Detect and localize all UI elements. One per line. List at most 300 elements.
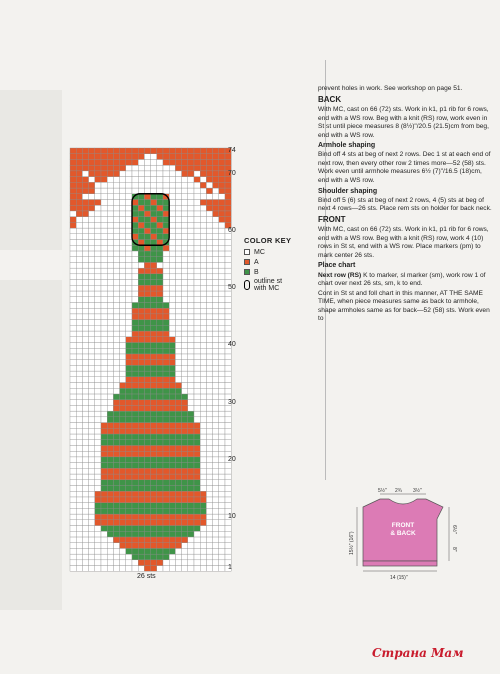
chart-cell	[206, 463, 212, 469]
chart-cell	[107, 360, 113, 366]
chart-cell	[132, 211, 138, 217]
chart-cell	[89, 348, 95, 354]
chart-cell	[206, 411, 212, 417]
chart-cell	[144, 337, 150, 343]
chart-cell	[151, 428, 157, 434]
chart-cell	[188, 485, 194, 491]
chart-cell	[151, 537, 157, 543]
chart-cell	[157, 411, 163, 417]
chart-cell	[144, 480, 150, 486]
chart-cell	[206, 342, 212, 348]
chart-cell	[120, 383, 126, 389]
chart-cell	[132, 348, 138, 354]
chart-cell	[169, 411, 175, 417]
chart-cell	[194, 291, 200, 297]
chart-cell	[144, 245, 150, 251]
chart-cell	[70, 520, 76, 526]
chart-cell	[132, 468, 138, 474]
chart-grid	[70, 148, 245, 573]
chart-cell	[132, 445, 138, 451]
chart-cell	[101, 445, 107, 451]
chart-cell	[132, 325, 138, 331]
chart-cell	[144, 445, 150, 451]
chart-cell	[225, 262, 231, 268]
chart-cell	[163, 159, 169, 165]
chart-cell	[194, 463, 200, 469]
chart-cell	[151, 331, 157, 337]
chart-cell	[206, 274, 212, 280]
chart-cell	[95, 274, 101, 280]
chart-cell	[157, 165, 163, 171]
chart-cell	[82, 497, 88, 503]
chart-cell	[225, 240, 231, 246]
chart-cell	[213, 497, 219, 503]
chart-cell	[188, 188, 194, 194]
chart-cell	[188, 520, 194, 526]
pattern-instructions	[318, 85, 494, 325]
chart-cell	[169, 240, 175, 246]
chart-cell	[157, 485, 163, 491]
chart-cell	[175, 331, 181, 337]
chart-cell	[144, 388, 150, 394]
chart-cell	[107, 314, 113, 320]
chart-cell	[219, 308, 225, 314]
chart-cell	[113, 262, 119, 268]
chart-cell	[76, 199, 82, 205]
chart-cell	[163, 348, 169, 354]
chart-cell	[213, 159, 219, 165]
chart-cell	[89, 199, 95, 205]
chart-cell	[182, 165, 188, 171]
chart-cell	[101, 314, 107, 320]
chart-cell	[219, 154, 225, 160]
chart-cell	[132, 171, 138, 177]
chart-cell	[206, 377, 212, 383]
chart-cell	[188, 514, 194, 520]
chart-cell	[132, 159, 138, 165]
chart-cell	[188, 177, 194, 183]
chart-cell	[225, 308, 231, 314]
chart-cell	[144, 468, 150, 474]
chart-cell	[101, 360, 107, 366]
chart-cell	[157, 154, 163, 160]
chart-cell	[113, 360, 119, 366]
chart-cell	[188, 331, 194, 337]
chart-cell	[120, 205, 126, 211]
chart-cell	[188, 199, 194, 205]
chart-cell	[70, 497, 76, 503]
chart-cell	[182, 360, 188, 366]
chart-cell	[76, 434, 82, 440]
chart-cell	[200, 154, 206, 160]
chart-cell	[182, 514, 188, 520]
chart-cell	[113, 537, 119, 543]
chart-cell	[157, 497, 163, 503]
chart-cell	[113, 411, 119, 417]
b-label: B	[254, 268, 259, 276]
chart-cell	[175, 222, 181, 228]
chart-cell	[107, 354, 113, 360]
chart-cell	[213, 491, 219, 497]
chart-cell	[163, 566, 169, 572]
chart-cell	[206, 445, 212, 451]
chart-cell	[95, 245, 101, 251]
chart-cell	[126, 337, 132, 343]
chart-cell	[219, 537, 225, 543]
chart-cell	[175, 268, 181, 274]
chart-cell	[107, 182, 113, 188]
chart-cell	[82, 526, 88, 532]
chart-cell	[144, 457, 150, 463]
chart-cell	[138, 537, 144, 543]
chart-cell	[132, 508, 138, 514]
chart-cell	[138, 480, 144, 486]
dim-shoulder: 5½"	[378, 488, 387, 494]
chart-cell	[219, 331, 225, 337]
chart-cell	[225, 491, 231, 497]
chart-cell	[151, 211, 157, 217]
chart-cell	[194, 245, 200, 251]
chart-cell	[182, 560, 188, 566]
chart-cell	[126, 463, 132, 469]
chart-cell	[126, 285, 132, 291]
chart-cell	[175, 297, 181, 303]
chart-cell	[101, 274, 107, 280]
chart-cell	[200, 262, 206, 268]
chart-cell	[194, 240, 200, 246]
chart-cell	[225, 423, 231, 429]
chart-cell	[163, 423, 169, 429]
chart-cell	[76, 537, 82, 543]
chart-cell	[194, 434, 200, 440]
chart-cell	[76, 268, 82, 274]
chart-cell	[95, 177, 101, 183]
chart-cell	[163, 325, 169, 331]
chart-cell	[95, 405, 101, 411]
chart-cell	[138, 217, 144, 223]
chart-cell	[120, 199, 126, 205]
chart-cell	[89, 320, 95, 326]
chart-cell	[132, 560, 138, 566]
chart-cell	[76, 440, 82, 446]
chart-cell	[213, 383, 219, 389]
chart-cell	[70, 365, 76, 371]
chart-cell	[120, 148, 126, 154]
chart-cell	[225, 268, 231, 274]
chart-cell	[107, 194, 113, 200]
chart-cell	[82, 297, 88, 303]
chart-cell	[89, 514, 95, 520]
chart-cell	[200, 394, 206, 400]
chart-cell	[113, 480, 119, 486]
chart-cell	[82, 234, 88, 240]
chart-cell	[138, 514, 144, 520]
chart-cell	[107, 245, 113, 251]
chart-cell	[144, 314, 150, 320]
dim-width: 14 (15)"	[390, 575, 408, 581]
chart-cell	[157, 400, 163, 406]
chart-cell	[200, 480, 206, 486]
chart-cell	[138, 291, 144, 297]
chart-cell	[175, 388, 181, 394]
chart-cell	[70, 548, 76, 554]
chart-cell	[151, 222, 157, 228]
chart-cell	[144, 268, 150, 274]
chart-cell	[138, 428, 144, 434]
chart-cell	[138, 302, 144, 308]
chart-cell	[194, 423, 200, 429]
chart-cell	[138, 148, 144, 154]
chart-cell	[200, 474, 206, 480]
chart-cell	[76, 377, 82, 383]
chart-cell	[126, 474, 132, 480]
chart-cell	[89, 463, 95, 469]
chart-cell	[70, 474, 76, 480]
mc-label: MC	[254, 248, 265, 256]
chart-cell	[182, 554, 188, 560]
chart-cell	[89, 360, 95, 366]
chart-cell	[151, 148, 157, 154]
chart-cell	[169, 251, 175, 257]
chart-cell	[120, 314, 126, 320]
chart-cell	[120, 405, 126, 411]
chart-row-label: 1	[228, 564, 232, 572]
chart-cell	[132, 548, 138, 554]
chart-cell	[138, 365, 144, 371]
chart-cell	[225, 388, 231, 394]
chart-cell	[175, 445, 181, 451]
chart-cell	[132, 280, 138, 286]
chart-cell	[70, 526, 76, 532]
chart-cell	[76, 508, 82, 514]
chart-cell	[188, 245, 194, 251]
chart-cell	[144, 177, 150, 183]
chart-cell	[101, 240, 107, 246]
chart-cell	[200, 302, 206, 308]
chart-cell	[200, 325, 206, 331]
chart-cell	[70, 405, 76, 411]
chart-cell	[219, 245, 225, 251]
chart-cell	[120, 159, 126, 165]
chart-cell	[175, 199, 181, 205]
chart-cell	[101, 554, 107, 560]
chart-cell	[89, 451, 95, 457]
color-key-item-a	[244, 257, 291, 267]
chart-cell	[163, 365, 169, 371]
chart-cell	[76, 354, 82, 360]
chart-cell	[163, 554, 169, 560]
chart-cell	[182, 388, 188, 394]
chart-cell	[76, 205, 82, 211]
chart-cell	[89, 280, 95, 286]
chart-cell	[213, 165, 219, 171]
chart-cell	[182, 194, 188, 200]
chart-cell	[126, 548, 132, 554]
chart-cell	[194, 297, 200, 303]
chart-cell	[157, 371, 163, 377]
chart-cell	[138, 199, 144, 205]
chart-cell	[101, 228, 107, 234]
chart-cell	[188, 257, 194, 263]
chart-cell	[113, 331, 119, 337]
chart-cell	[219, 371, 225, 377]
chart-cell	[182, 497, 188, 503]
chart-cell	[107, 337, 113, 343]
chart-cell	[76, 566, 82, 572]
chart-cell	[175, 251, 181, 257]
chart-cell	[219, 297, 225, 303]
chart-cell	[107, 268, 113, 274]
chart-cell	[70, 554, 76, 560]
chart-cell	[89, 171, 95, 177]
chart-cell	[101, 383, 107, 389]
chart-cell	[113, 302, 119, 308]
chart-cell	[144, 394, 150, 400]
chart-cell	[163, 411, 169, 417]
chart-cell	[126, 434, 132, 440]
chart-cell	[82, 211, 88, 217]
chart-cell	[76, 388, 82, 394]
chart-cell	[101, 342, 107, 348]
chart-cell	[107, 445, 113, 451]
chart-cell	[82, 440, 88, 446]
chart-cell	[101, 394, 107, 400]
chart-cell	[89, 325, 95, 331]
chart-cell	[107, 428, 113, 434]
chart-cell	[70, 171, 76, 177]
chart-cell	[182, 177, 188, 183]
chart-cell	[70, 291, 76, 297]
chart-cell	[82, 514, 88, 520]
chart-cell	[213, 280, 219, 286]
chart-cell	[70, 463, 76, 469]
chart-cell	[169, 377, 175, 383]
chart-cell	[206, 405, 212, 411]
chart-cell	[95, 234, 101, 240]
chart-cell	[138, 497, 144, 503]
chart-cell	[101, 451, 107, 457]
chart-cell	[101, 165, 107, 171]
chart-cell	[113, 182, 119, 188]
chart-cell	[132, 474, 138, 480]
chart-cell	[113, 434, 119, 440]
chart-cell	[101, 177, 107, 183]
chart-cell	[169, 257, 175, 263]
chart-cell	[82, 228, 88, 234]
chart-cell	[126, 394, 132, 400]
chart-cell	[169, 434, 175, 440]
chart-cell	[70, 514, 76, 520]
chart-cell	[120, 537, 126, 543]
chart-cell	[151, 245, 157, 251]
chart-cell	[120, 325, 126, 331]
chart-cell	[182, 503, 188, 509]
chart-cell	[157, 377, 163, 383]
chart-cell	[188, 240, 194, 246]
chart-cell	[120, 240, 126, 246]
chart-cell	[206, 560, 212, 566]
chart-cell	[144, 302, 150, 308]
chart-cell	[151, 468, 157, 474]
chart-cell	[182, 314, 188, 320]
chart-cell	[107, 371, 113, 377]
back-heading: BACK	[318, 94, 342, 104]
chart-cell	[225, 377, 231, 383]
chart-cell	[200, 405, 206, 411]
chart-cell	[113, 560, 119, 566]
chart-cell	[95, 371, 101, 377]
chart-cell	[188, 526, 194, 532]
chart-cell	[219, 262, 225, 268]
chart-cell	[89, 342, 95, 348]
chart-cell	[144, 371, 150, 377]
chart-cell	[132, 360, 138, 366]
chart-cell	[163, 514, 169, 520]
chart-cell	[107, 228, 113, 234]
chart-cell	[107, 297, 113, 303]
chart-cell	[213, 514, 219, 520]
chart-cell	[132, 463, 138, 469]
chart-cell	[163, 222, 169, 228]
chart-cell	[169, 440, 175, 446]
chart-cell	[206, 554, 212, 560]
chart-cell	[113, 205, 119, 211]
chart-cell	[151, 457, 157, 463]
chart-cell	[82, 400, 88, 406]
chart-cell	[206, 434, 212, 440]
chart-cell	[113, 211, 119, 217]
chart-cell	[188, 383, 194, 389]
chart-cell	[101, 188, 107, 194]
chart-row-label: 30	[228, 398, 236, 406]
chart-cell	[107, 497, 113, 503]
chart-cell	[219, 302, 225, 308]
chart-cell	[163, 405, 169, 411]
chart-cell	[101, 485, 107, 491]
chart-cell	[144, 348, 150, 354]
chart-cell	[182, 491, 188, 497]
chart-cell	[82, 543, 88, 549]
chart-cell	[138, 257, 144, 263]
chart-cell	[219, 405, 225, 411]
chart-cell	[132, 297, 138, 303]
chart-cell	[132, 388, 138, 394]
chart-cell	[188, 417, 194, 423]
chart-cell	[169, 177, 175, 183]
chart-cell	[82, 285, 88, 291]
chart-cell	[82, 520, 88, 526]
chart-cell	[200, 228, 206, 234]
chart-cell	[182, 205, 188, 211]
chart-cell	[188, 159, 194, 165]
chart-cell	[126, 325, 132, 331]
chart-cell	[89, 245, 95, 251]
chart-cell	[169, 360, 175, 366]
chart-cell	[182, 171, 188, 177]
chart-cell	[182, 463, 188, 469]
chart-cell	[95, 308, 101, 314]
chart-cell	[175, 245, 181, 251]
chart-cell	[132, 268, 138, 274]
chart-cell	[213, 377, 219, 383]
chart-cell	[144, 285, 150, 291]
chart-cell	[219, 251, 225, 257]
chart-cell	[95, 314, 101, 320]
chart-cell	[113, 251, 119, 257]
chart-cell	[213, 222, 219, 228]
chart-cell	[120, 497, 126, 503]
place-chart-heading: Place chart	[318, 262, 356, 270]
